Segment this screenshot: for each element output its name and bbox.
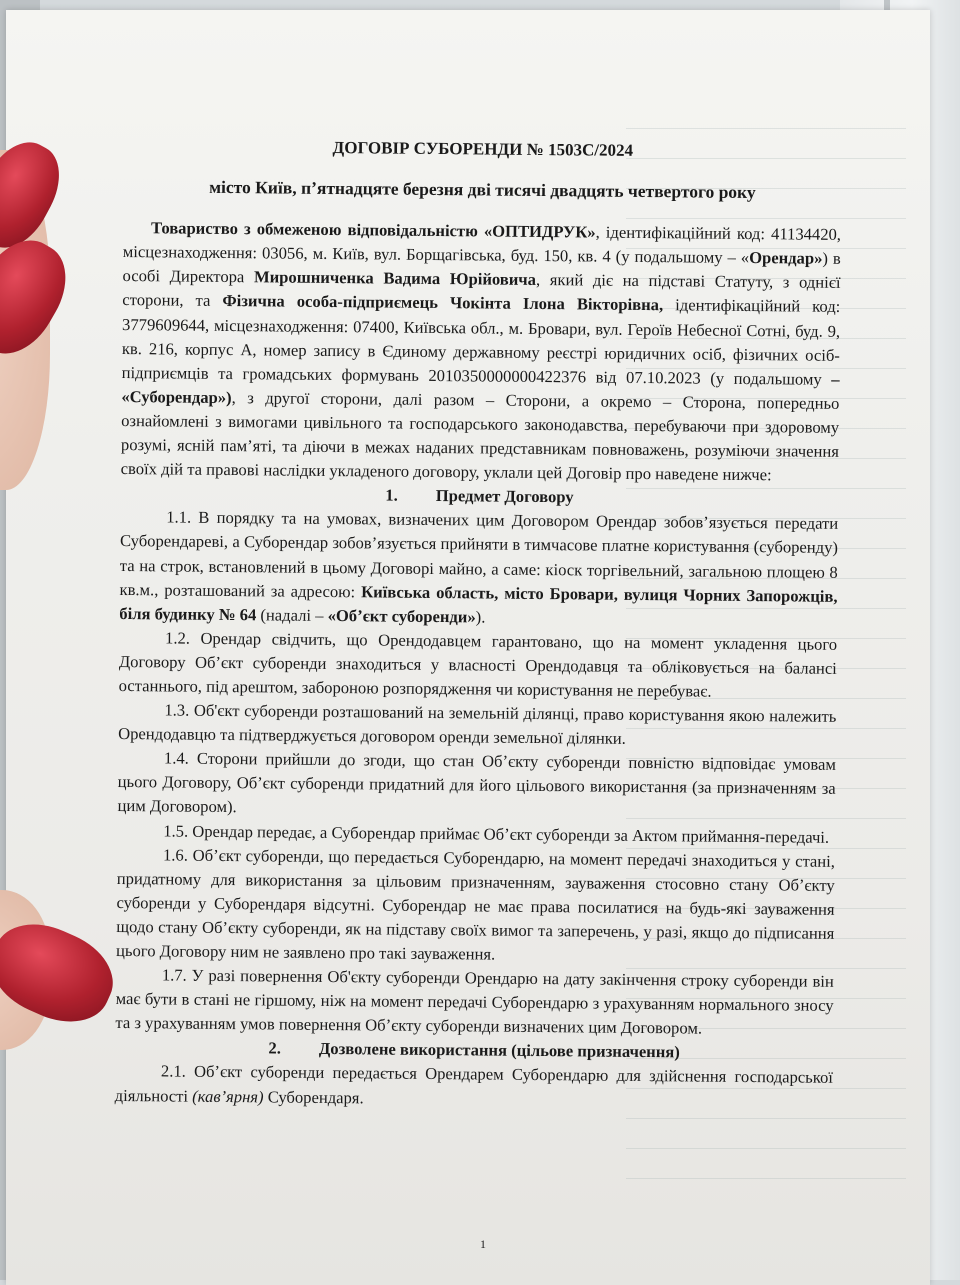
sublessee-role: – «Суборендар»)	[121, 369, 840, 407]
intro-text-5: , з другої сторони, далі разом – Сторони, а окремо – Сторона, попередньо ознайомлені з вимогами цивільного та господарського законодавства, перебуваючи при здоровому розумі, ясній пам’яті, та діючи в межах наданих представникам повноважень, розуміючи значення своїх дій та правові наслідки укладеного договору, уклали цей Договір про наведене нижче:	[120, 387, 840, 485]
clause-1-6: 1.6. Об’єкт суборенди, що передається Суборендарю, на момент передачі знаходиться у стані, придатному для використання за цільовим призначенням, зауваження стосовно стану Об’єкту суборенди у Суборендаря відсутні. Суборендар не має права посилатися на будь-які зауваження щодо стану Об’єкту суборенди, як на підставу своїх вимог та заперечень, у разі, якщо до підписання цього Договору ним не заявлено про такі зауваження.	[116, 845, 836, 964]
intro-text-3: , який діє на підставі Статуту, з однієї сторони, та	[122, 270, 841, 311]
page-number: 1	[480, 1237, 486, 1251]
clause-1-2: 1.2. Орендар свідчить, що Орендодавцем гарантовано, що на момент укладення цього Договору Об’єкт суборенди знаходиться у власності Орендодавця та обліковується на балансі останнього, під арештом, забороною розпорядження чи користування не перебуває.	[118, 628, 838, 701]
sublessee-name: Фізична особа-підприємець Чокінта Ілона Вікторівна,	[222, 291, 664, 315]
city-date-line: місто Київ, п’ятнадцяте березня дві тисячі двадцять четвертого року	[209, 176, 756, 203]
clause-1-1-tail: (надалі –	[256, 604, 328, 625]
object-term: «Об’єкт суборенди»	[327, 605, 476, 627]
clause-1-1-text: 1.1. В порядку та на умовах, визначених цим Договором Орендар зобов’язується передати Суборендареві, а Суборендар зобов’язується прийняти в тимчасове платне користування (суборенду) та на строк, встановлений в цьому Договорі майно, а саме: кіоск торгівельний, загальною площею 8 кв.м., розташований за адресою:	[119, 507, 839, 601]
document-title: ДОГОВІР СУБОРЕНДИ № 1503С/2024	[332, 138, 634, 160]
section-2-title: Дозволене використання (цільове призначення)	[318, 1039, 680, 1062]
clause-1-3: 1.3. Об'єкт суборенди розташований на земельній ділянці, право користування якою належить Орендодавцю та підтверджується договором оренди земельної ділянки.	[118, 700, 837, 749]
document-body	[115, 128, 842, 1115]
object-address: Київська область, місто Бровари, вулиця Чорних Запорожців, біля будинку № 64	[119, 581, 838, 624]
section-1-number: 1.	[385, 485, 398, 505]
clause-2-1-end: Суборендаря.	[263, 1086, 364, 1107]
lessor-name: Товариство з обмеженою відповідальністю «ОПТИДРУК»	[150, 218, 596, 242]
clause-1-7: 1.7. У разі повернення Об'єкту суборенди Орендарю на дату закінчення строку суборенди він має бути в стані не гіршому, ніж на момент передачі Суборендарю з урахуванням нормального зносу та з урахуванням умов повернення Об’єкту суборенди визначених цим Договором.	[115, 965, 834, 1038]
intro-text-4: ідентифікаційний код: 3779609644, місцезнаходження: 07400, Київська обл., м. Бровари, вул. Героїв Небесної Сотні, буд. 9, кв. 216, корпус А, номер запису в Єдиному державному реєстрі юридичних осіб, фізичних осіб-підприємців та громадських формувань 2010350000000422376 від 07.10.2023 (у подальшому	[121, 295, 841, 389]
clause-1-1-end: ).	[475, 607, 486, 627]
section-1-title: Предмет Договору	[435, 486, 574, 507]
section-2-number: 2.	[268, 1038, 281, 1058]
lessor-role: Орендар»	[749, 248, 823, 268]
director-name: Мирошниченка Вадима Юрійовича	[253, 267, 537, 290]
clause-2-1	[115, 1059, 833, 1114]
business-type: (кав’ярня)	[192, 1086, 264, 1106]
intro-text-1: , ідентифікаційний код: 41134420, місцезнаходження: 03056, м. Київ, вул. Борщагівська, буд. 150, кв. 4 (у подальшому – «	[122, 222, 842, 268]
clause-1-5: 1.5. Орендар передає, а Суборендар приймає Об’єкт суборенди за Актом приймання-передачі.	[163, 820, 830, 847]
intro-paragraph	[121, 216, 842, 488]
clause-1-4: 1.4. Сторони прийшли до згоди, що стан Об’єкту суборенди повністю відповідає умовам цього Договору, Об’єкт суборенди придатний для його цільового використання (за призначенням за цим Договором).	[117, 748, 837, 817]
clause-1-1	[119, 505, 838, 632]
clause-2-1-text: 2.1. Об’єкт суборенди передається Орендарем Суборендарю для здійснення господарської діяльності	[114, 1061, 834, 1106]
intro-text-2: ) в особі Директора	[122, 248, 841, 287]
